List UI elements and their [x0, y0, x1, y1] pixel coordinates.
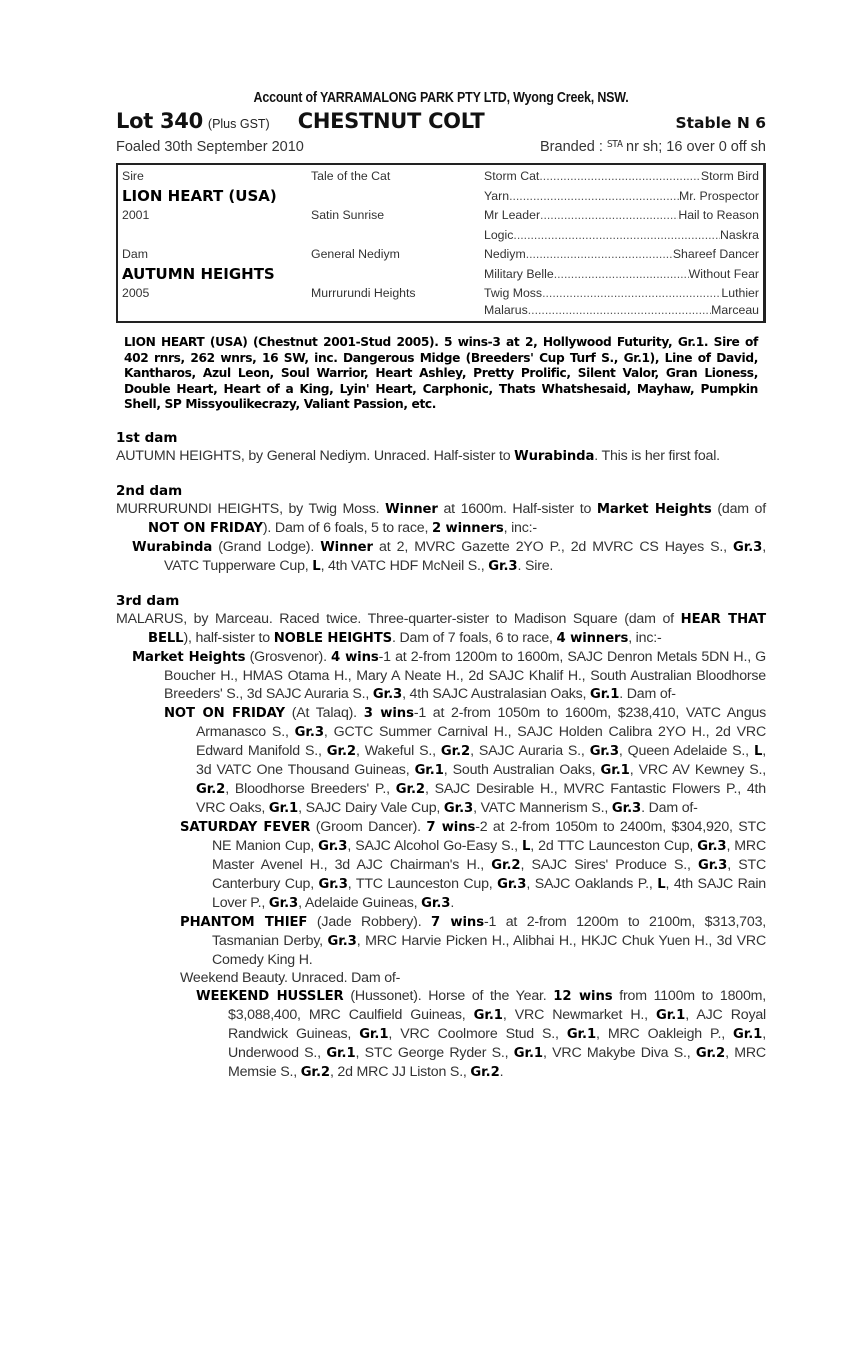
- female-family: [116, 429, 766, 1082]
- grandparent: Murrurundi Heights: [311, 286, 416, 300]
- sire-label: Sire: [122, 169, 144, 183]
- sire-summary: LION HEART (USA) (Chestnut 2001-Stud 2005). 5 wins-3 at 2, Hollywood Futurity, Gr.1. Sire of 402 rnrs, 262 wnrs, 16 SW, inc. Dangerous Midge (Breeders' Cup Turf S., Gr.1), Line of David, Kantharos, Azul Leon, Soul Warrior, Heart Ashley, Pretty Prolific, Silent Valor, Gran Lioness, Double Heart, Heart of a King, Lyin' Heart, Carphonic, Thats Whatshesaid, Mayhaw, Pumpkin Shell, SP Missyoulikecrazy, Valiant Passion, etc.: [124, 335, 758, 411]
- branded-detail: nr sh; 16 over 0 off sh: [626, 139, 766, 155]
- dam-section: [116, 429, 766, 466]
- great-grandparent: Twig Moss ..... Luthier: [484, 284, 759, 304]
- lot-title: CHESTNUT COLT: [297, 109, 485, 133]
- grandparent: Satin Sunrise: [311, 208, 385, 222]
- dam-label: Dam: [122, 247, 148, 261]
- great-grandparent: Yarn ..... Mr. Prospector: [484, 187, 759, 207]
- sire-year: 2001: [122, 208, 150, 222]
- foaled-date: Foaled 30th September 2010: [116, 139, 304, 155]
- pedigree-entry: PHANTOM THIEF (Jade Robbery). 7 wins-1 at 2-from 1200m to 2100m, $313,703, Tasmanian Derby, Gr.3, MRC Harvie Picken H., Alibhai H., HKJC Chuk Yuen H., 3d VRC Comedy King H.: [180, 913, 767, 968]
- foaled-line: [116, 134, 766, 160]
- pedigree-entry: SATURDAY FEVER (Groom Dancer). 7 wins-2 at 2-from 1050m to 2400m, $304,920, STC NE Manion Cup, Gr.3, SAJC Alcohol Go-Easy S., L, 2d TTC Launceston Cup, Gr.3, MRC Master Avenel H., 3d AJC Chairman's H., Gr.2, SAJC Sires' Produce S., Gr.3, STC Canterbury Cup, Gr.3, TTC Launceston Cup, Gr.3, SAJC Oaklands P., L, 4th SAJC Rain Lover P., Gr.3, Adelaide Guineas, Gr.3.: [180, 818, 767, 911]
- great-grandparent: Malarus ..... Marceau: [484, 301, 759, 321]
- dam-heading: 1st dam: [116, 429, 178, 446]
- dam-section: [116, 592, 766, 1082]
- stable-number: Stable N 6: [675, 114, 766, 132]
- lot-number: Lot 340: [116, 109, 203, 133]
- branded-label: Branded :: [540, 139, 603, 155]
- pedigree-row: [118, 245, 763, 265]
- pedigree-entry: WEEKEND HUSSLER (Hussonet). Horse of the Year. 12 wins from 1100m to 1800m, $3,088,400, MRC Caulfield Guineas, Gr.1, VRC Newmarket H., Gr.1, AJC Royal Randwick Guineas, Gr.1, VRC Coolmore Stud S., Gr.1, MRC Oakleigh P., Gr.1, Underwood S., Gr.1, STC George Ryder S., Gr.1, VRC Makybe Diva S., Gr.2, MRC Memsie S., Gr.2, 2d MRC JJ Liston S., Gr.2.: [196, 987, 767, 1080]
- pedigree-row: [118, 226, 763, 246]
- pedigree-entry: Weekend Beauty. Unraced. Dam of-: [180, 969, 401, 986]
- catalogue-page: [116, 88, 766, 1082]
- dam-year: 2005: [122, 286, 150, 300]
- grandparent: Tale of the Cat: [311, 169, 391, 183]
- great-grandparent: Logic ..... Naskra: [484, 226, 759, 246]
- sire-name: LION HEART (USA): [122, 186, 277, 205]
- pedigree-entry: Market Heights (Grosvenor). 4 wins-1 at 2-from 1200m to 1600m, SAJC Denron Metals 5DN H., G Boucher H., HMAS Otama H., Mary A Neate H., 2d SAJC Khalif H., South Australian Bloodhorse Breeders' S., 3d SAJC Auraria S., Gr.3, 4th SAJC Australasian Oaks, Gr.1. Dam of-: [132, 648, 767, 702]
- vendor-account: Account of YARRAMALONG PARK PTY LTD, Wyong Creek, NSW.: [253, 90, 629, 106]
- pedigree-entry: MALARUS, by Marceau. Raced twice. Three-quarter-sister to Madison Square (dam of HEAR THAT BELL), half-sister to NOBLE HEIGHTS. Dam of 7 foals, 6 to race, 4 winners, inc:-: [116, 610, 766, 646]
- pedigree-entry: AUTUMN HEIGHTS, by General Nediym. Unraced. Half-sister to Wurabinda. This is her first foal.: [116, 447, 720, 464]
- great-grandparent: Military Belle ..... Without Fear: [484, 265, 759, 285]
- pedigree-entry: NOT ON FRIDAY (At Talaq). 3 wins-1 at 2-from 1050m to 1600m, $238,410, VATC Angus Armanasco S., Gr.3, GCTC Summer Carnival H., SAJC Holden Calibra 2YO H., 2d VRC Edward Manifold S., Gr.2, Wakeful S., Gr.2, SAJC Auraria S., Gr.3, Queen Adelaide S., L, 3d VATC One Thousand Guineas, Gr.1, South Australian Oaks, Gr.1, VRC AV Kewney S., Gr.2, Bloodhorse Breeders' P., Gr.2, SAJC Desirable H., MVRC Fantastic Flowers P., 4th VRC Oaks, Gr.1, SAJC Dairy Vale Cup, Gr.3, VATC Mannerism S., Gr.3. Dam of-: [164, 704, 767, 816]
- pedigree-entry: Wurabinda (Grand Lodge). Winner at 2, MVRC Gazette 2YO P., 2d MVRC CS Hayes S., Gr.3, VATC Tupperware Cup, L, 4th VATC HDF McNeil S., Gr.3. Sire.: [132, 538, 766, 574]
- great-grandparent: Mr Leader ..... Hail to Reason: [484, 206, 759, 226]
- pedigree-entry: MURRURUNDI HEIGHTS, by Twig Moss. Winner at 1600m. Half-sister to Market Heights (dam of NOT ON FRIDAY). Dam of 6 foals, 5 to race, 2 winners, inc:-: [116, 500, 766, 536]
- dam-heading: 3rd dam: [116, 592, 180, 609]
- gst-note: (Plus GST): [207, 117, 270, 131]
- great-grandparent: Storm Cat ..... Storm Bird: [484, 167, 759, 187]
- pedigree-table: [116, 163, 766, 323]
- dam-heading: 2nd dam: [116, 482, 183, 499]
- dam-section: [116, 482, 766, 576]
- pedigree-row: [118, 167, 763, 187]
- pedigree-row: [118, 187, 763, 207]
- pedigree-row: [118, 301, 763, 321]
- dam-name: AUTUMN HEIGHTS: [122, 264, 275, 283]
- grandparent: General Nediym: [311, 247, 400, 261]
- pedigree-row: [118, 206, 763, 226]
- lot-line: [116, 108, 766, 134]
- great-grandparent: Nediym ..... Shareef Dancer: [484, 245, 759, 265]
- brand-mark-icon: STA: [606, 139, 622, 150]
- pedigree-row: [118, 265, 763, 285]
- branded-info: [540, 134, 766, 160]
